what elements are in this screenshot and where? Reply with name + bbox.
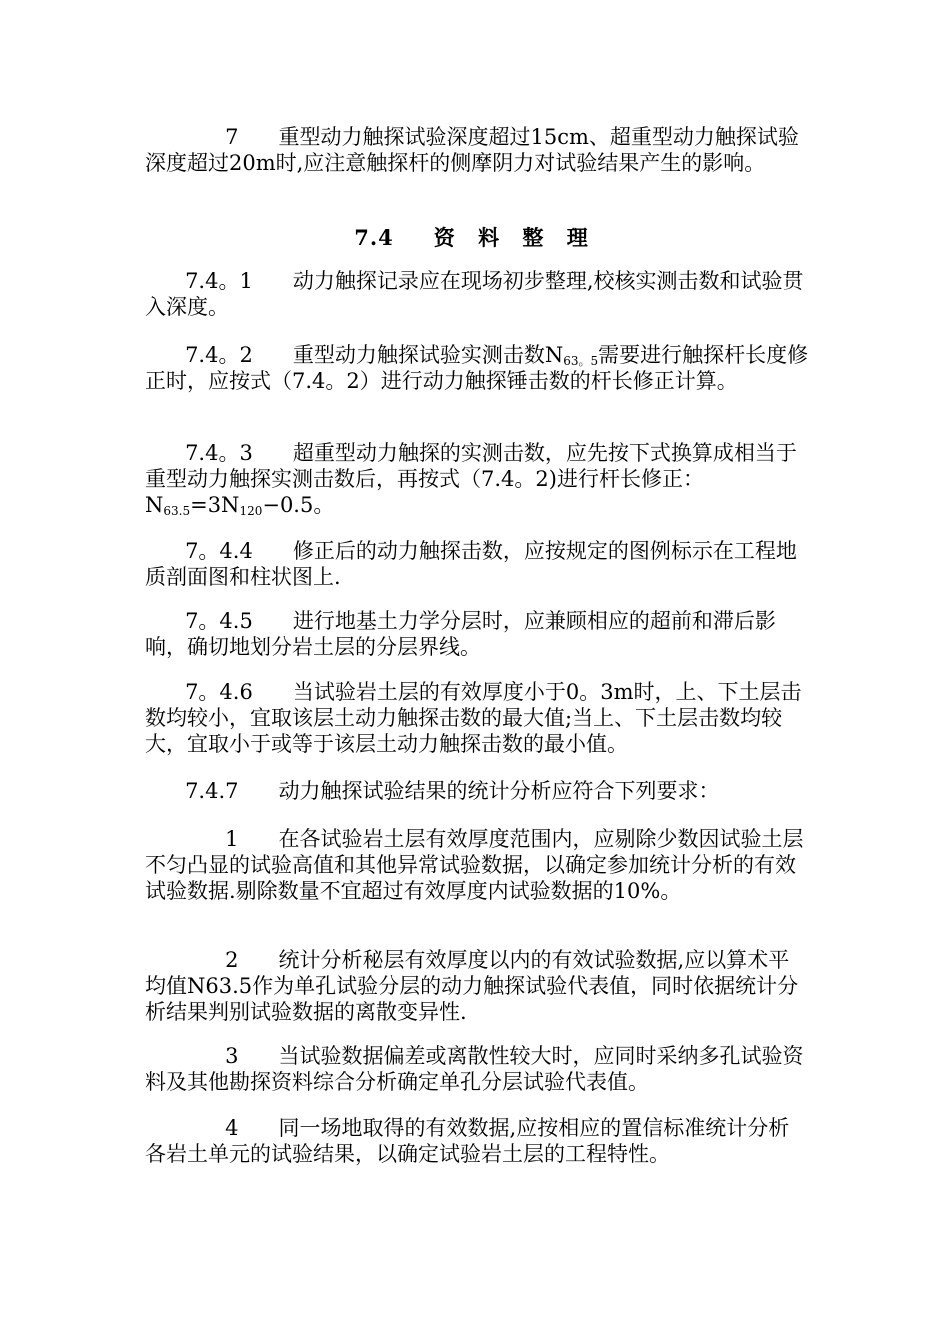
- clause-text: 修正后的动力触探击数，应按规定的图例标示在工程地质剖面图和柱状图上.: [145, 539, 797, 589]
- list-item-2: [145, 947, 810, 1025]
- clause-text: 当试验岩土层的有效厚度小于0。3m时，上、下土层击数均较小，宜取该层土动力触探击数的最大值;当上、下土层击数均较大，宜取小于或等于该层土动力触探击数的最小值。: [145, 680, 802, 756]
- clause-text: 超重型动力触探的实测击数，应先按下式换算成相当于重型动力触探实测击数后，再按式（7.4。2)进行杆长修正：: [145, 441, 797, 491]
- subscript: 63。5: [563, 354, 599, 368]
- list-item-1: [145, 826, 810, 904]
- clause-number: 7.4.7: [145, 779, 279, 803]
- list-item-4: [145, 1115, 810, 1167]
- item-number: 2: [145, 948, 279, 972]
- item-number: 1: [145, 827, 279, 851]
- section-heading: [0, 222, 950, 252]
- clause-7-4-6: [145, 679, 810, 757]
- paragraph-text: 重型动力触探试验深度超过15cm、超重型动力触探试验深度超过20m时,应注意触探杆的侧摩阴力对试验结果产生的影响。: [145, 125, 799, 175]
- clause-text: 进行地基土力学分层时，应兼顾相应的超前和滞后影响，确切地划分岩土层的分层界线。: [145, 609, 776, 659]
- clause-7-4-4: [145, 538, 810, 590]
- item-text: 统计分析秘层有效厚度以内的有效试验数据,应以算术平均值N63.5作为单孔试验分层的动力触探试验代表值，同时依据统计分析结果判别试验数据的离散变异性.: [145, 948, 799, 1024]
- paragraph-item-7: [145, 124, 810, 176]
- clause-text: 重型动力触探试验实测击数N: [292, 343, 564, 367]
- clause-text: 动力触探试验结果的统计分析应符合下列要求：: [278, 779, 720, 803]
- clause-number: 7.4。2: [145, 343, 293, 367]
- item-number: 4: [145, 1116, 279, 1140]
- item-number: 3: [145, 1044, 279, 1068]
- clause-7-4-7: [145, 778, 810, 804]
- item-text: 同一场地取得的有效数据,应按相应的置信标准统计分析各岩土单元的试验结果，以确定试验岩土层的工程特性。: [145, 1116, 790, 1166]
- formula: $N_{63.5}=3N_{120}-0.5$。: [145, 493, 335, 518]
- clause-number: 7。4.6: [145, 680, 293, 704]
- clause-number: 7.4。3: [145, 441, 293, 465]
- clause-number: 7。4.4: [145, 539, 293, 563]
- section-title: 资 料 整 理: [433, 225, 596, 250]
- list-item-3: [145, 1043, 810, 1095]
- item-number: 7: [145, 125, 279, 149]
- clause-7-4-2: [145, 342, 810, 394]
- section-number: 7.4: [354, 225, 394, 250]
- item-text: 在各试验岩土层有效厚度范围内，应剔除少数因试验土层不匀凸显的试验高值和其他异常试验数据，以确定参加统计分析的有效试验数据.剔除数量不宜超过有效厚度内试验数据的10%。: [145, 827, 804, 903]
- clause-7-4-1: [145, 268, 810, 320]
- clause-number: 7.4。1: [145, 269, 293, 293]
- item-text: 当试验数据偏差或离散性较大时，应同时采纳多孔试验资料及其他勘探资料综合分析确定单孔分层试验代表值。: [145, 1044, 804, 1094]
- clause-number: 7。4.5: [145, 609, 293, 633]
- clause-text-continued: 需要进行触探杆长度修正时，应按式（7.4。2）进行动力触探锤击数的杆长修正计算。: [145, 343, 809, 393]
- clause-text: 动力触探记录应在现场初步整理,校核实测击数和试验贯入深度。: [145, 269, 804, 319]
- clause-7-4-5: [145, 608, 810, 660]
- clause-7-4-3: [145, 440, 810, 518]
